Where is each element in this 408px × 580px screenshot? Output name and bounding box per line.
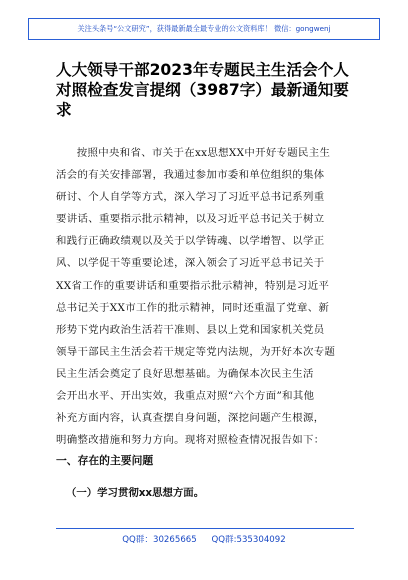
paragraph-line: 明确整改措施和努力方向。现将对照检查情况报告如下：: [56, 434, 325, 447]
paragraph-line: 形势下党内政治生活若干准则、县以上党和国家机关党员: [56, 323, 325, 336]
paragraph-line: 领导干部民主生活会若干规定等党内法规，为开好本次专题: [56, 345, 336, 358]
document-title: [56, 60, 366, 120]
section-heading: 一、存在的主要问题: [56, 454, 154, 467]
footer-qq-group-2: QQ群:535304092: [211, 535, 286, 545]
paragraph-line: 和践行正确政绩观以及关于以学铸魂、以学增智、以学正: [56, 235, 325, 248]
paragraph-line: 补充方面内容，认真查摆自身问题，深挖问题产生根源，: [56, 412, 325, 425]
paragraph-line: 研讨、个人自学等方式，深入学习了习近平总书记系列重: [56, 191, 325, 204]
paragraph-line: 民主生活会奠定了良好思想基础。为确保本次民主生活: [56, 367, 314, 380]
title-line: 对照检查发言提纲（3987字）最新通知要: [56, 81, 349, 99]
paragraph-line: 会开出水平、开出实效，我重点对照“六个方面”和其他: [56, 390, 315, 403]
paragraph-line: 要讲话、重要指示批示精神，以及习近平总书记关于树立: [56, 213, 325, 226]
header-banner: [28, 18, 380, 40]
paragraph-line: 风、以学促干等重要论述，深入领会了习近平总书记关于: [56, 257, 325, 270]
subsection-heading: （一）学习贯彻xx思想方面。: [66, 487, 205, 499]
title-line: 人大领导干部2023年专题民主生活会个人: [56, 61, 349, 79]
banner-text: 关注头条号“公文研究”，获得最新最全最专业的公文资料库！ 微信：gongwenj: [77, 24, 331, 33]
footer: [0, 533, 408, 545]
body-paragraph: [56, 142, 356, 451]
paragraph-line: 总书记关于XX市工作的批示精神，同时还重温了党章、新: [56, 301, 330, 314]
paragraph-line: 按照中央和省、市关于在xx思想XX中开好专题民主生: [76, 147, 331, 159]
footer-qq-group-1: QQ群：30265665: [122, 535, 197, 545]
paragraph-line: 活会的有关安排部署，我通过参加市委和单位组织的集体: [56, 169, 325, 182]
paragraph-line: XX省工作的重要讲话和重要指示批示精神，特别是习近平: [56, 279, 330, 292]
footer-divider: [56, 528, 354, 529]
title-line: 求: [56, 101, 72, 119]
